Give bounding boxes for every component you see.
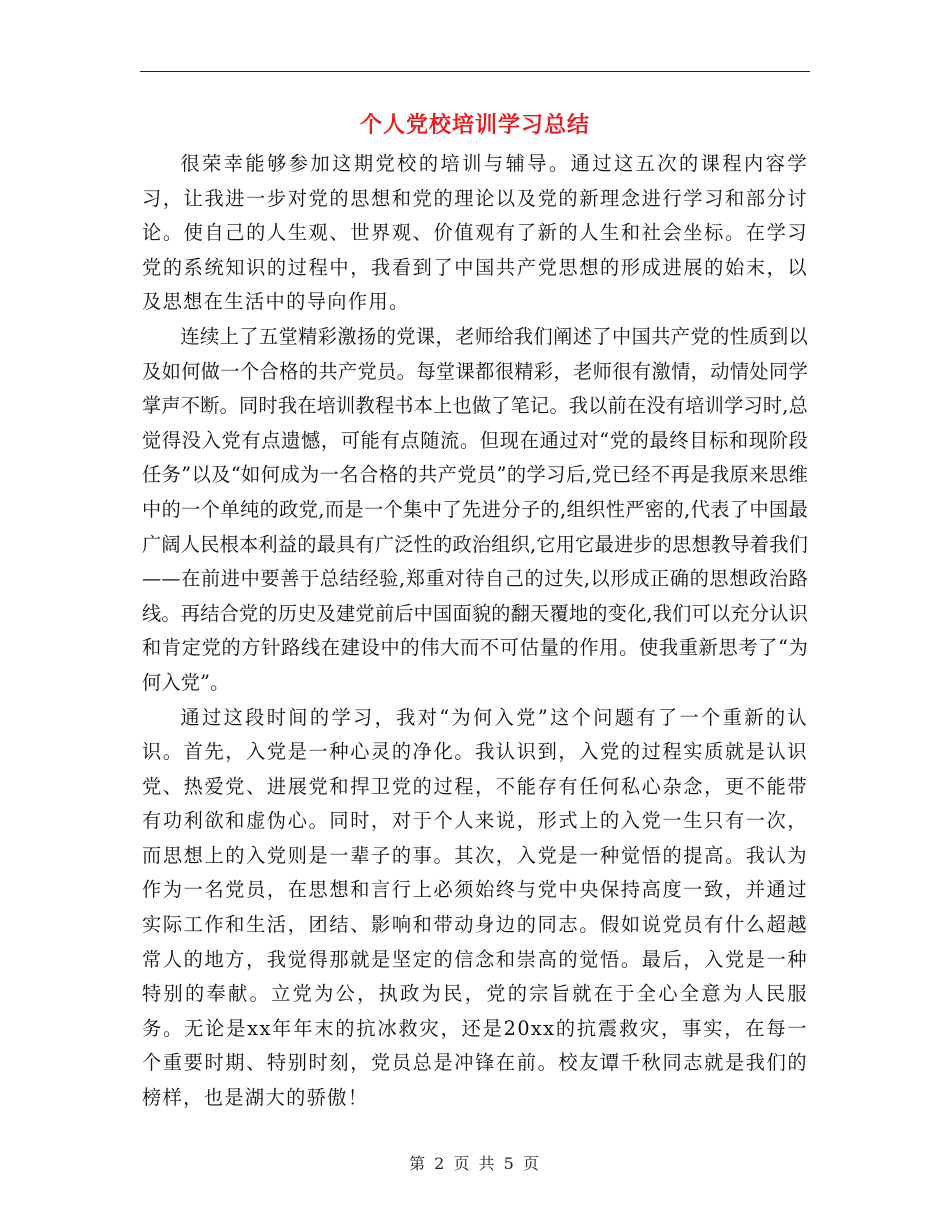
document-body: [142, 147, 808, 1116]
header-rule: [140, 71, 810, 72]
page-number-footer: 第 2 页 共 5 页: [409, 1154, 541, 1173]
document-title: 个人党校培训学习总结: [359, 112, 590, 138]
paragraph-2: 连续上了五堂精彩激扬的党课，老师给我们阐述了中国共产党的性质到以及如何做一个合格的共产党员。每堂课都很精彩，老师很有激情，动情处同学掌声不断。同时我在培训教程书本上也做了笔记。我以前在没有培训学习时,总觉得没入党有点遗憾，可能有点随流。但现在通过对“党的最终目标和现阶段任务”以及“如何成为一名合格的共产党员”的学习后,党已经不再是我原来思维中的一个单纯的政党,而是一个集中了先进分子的,组织性严密的,代表了中国最广阔人民根本利益的最具有广泛性的政治组织,它用它最进步的思想教导着我们——在前进中要善于总结经验,郑重对待自己的过失,以形成正确的思想政治路线。再结合党的历史及建党前后中国面貌的翻天覆地的变化,我们可以充分认识和肯定党的方针路线在建设中的伟大而不可估量的作用。使我重新思考了“为何入党”。: [142, 324, 808, 694]
paragraph-1: 很荣幸能够参加这期党校的培训与辅导。通过这五次的课程内容学习，让我进一步对党的思想和党的理论以及党的新理念进行学习和部分讨论。使自己的人生观、世界观、价值观有了新的人生和社会坐标。在学习党的系统知识的过程中，我看到了中国共产党思想的形成进展的始末，以及思想在生活中的导向作用。: [142, 152, 808, 314]
paragraph-3: 通过这段时间的学习，我对“为何入党”这个问题有了一个重新的认识。首先，入党是一种心灵的净化。我认识到，入党的过程实质就是认识党、热爱党、进展党和捍卫党的过程，不能存有任何私心杂念，更不能带有功利欲和虚伪心。同时，对于个人来说，形式上的入党一生只有一次，而思想上的入党则是一辈子的事。其次，入党是一种觉悟的提高。我认为作为一名党员，在思想和言行上必须始终与党中央保持高度一致，并通过实际工作和生活，团结、影响和带动身边的同志。假如说党员有什么超越常人的地方，我觉得那就是坚定的信念和崇高的觉悟。最后，入党是一种特别的奉献。立党为公，执政为民，党的宗旨就在于全心全意为人民服务。无论是xx年年末的抗冰救灾，还是20xx的抗震救灾，事实，在每一个重要时期、特别时刻，党员总是冲锋在前。校友谭千秋同志就是我们的榜样，也是湖大的骄傲！: [142, 705, 808, 1110]
